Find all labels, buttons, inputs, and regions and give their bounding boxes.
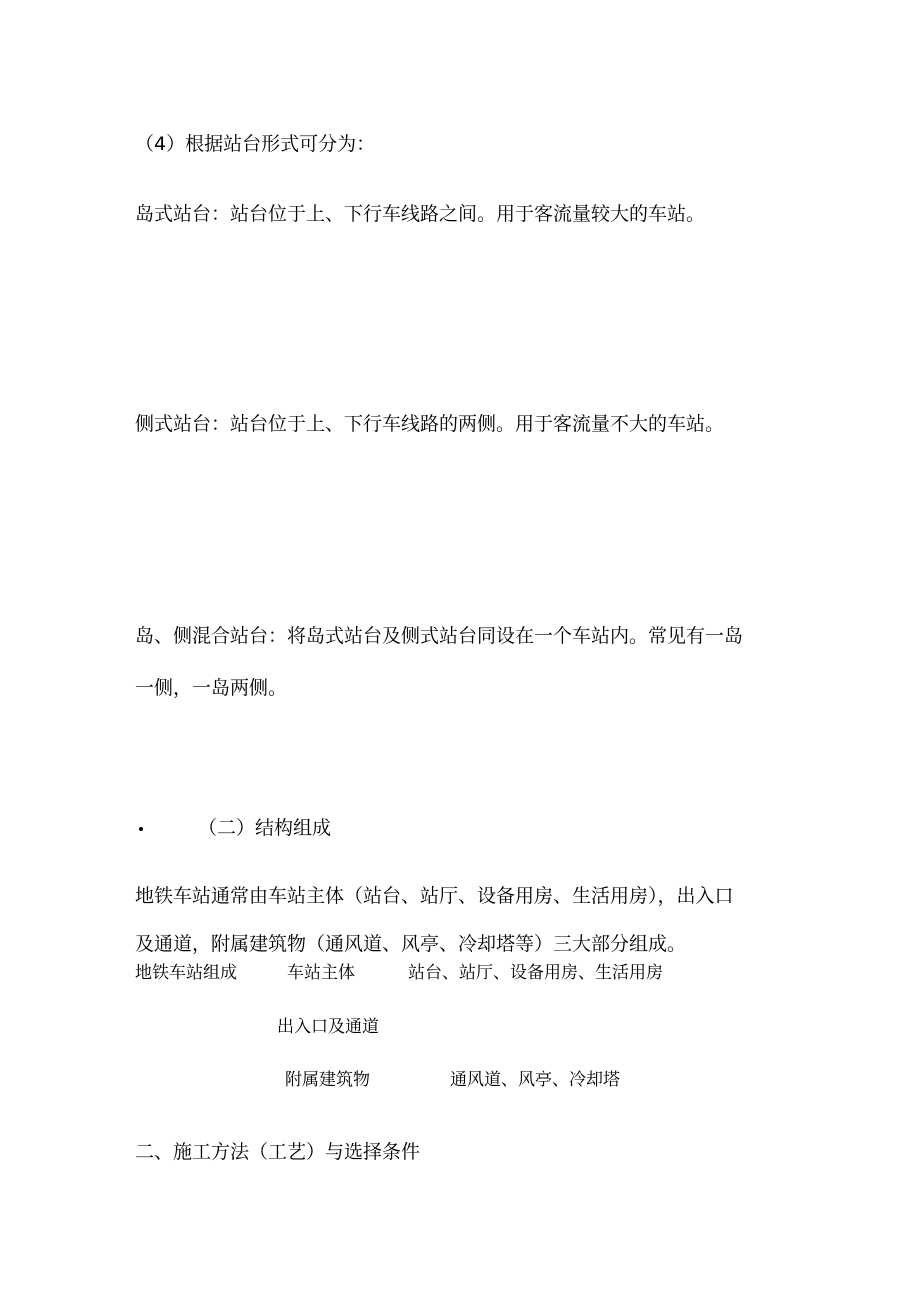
diagram-main-body-label: 车站主体	[287, 963, 355, 983]
island-platform-text: 岛式站台：站台位于上、下行车线路之间。用于客流量较大的车站。	[135, 203, 706, 225]
diagram-root-label: 地铁车站组成	[135, 963, 237, 983]
diagram-ancillary-label: 附属建筑物	[285, 1070, 370, 1090]
diagram-ancillary-parts: 通风道、风亭、冷却塔	[450, 1070, 620, 1090]
structure-paragraph-line1: 地铁车站通常由车站主体（站台、站厅、设备用房、生活用房），出入口	[135, 885, 734, 907]
diagram-main-body-parts: 站台、站厅、设备用房、生活用房	[408, 963, 663, 983]
section4-heading: （4）根据站台形式可分为：	[135, 133, 376, 155]
structure-heading: （二）结构组成	[198, 817, 332, 839]
diagram-entrance-label: 出入口及通道	[277, 1017, 379, 1037]
side-platform-text: 侧式站台：站台位于上、下行车线路的两侧。用于客流量不大的车站。	[135, 413, 725, 435]
bullet-icon	[139, 827, 143, 831]
mixed-platform-text-line1: 岛、侧混合站台：将岛式站台及侧式站台同设在一个车站内。常见有一岛	[135, 625, 744, 647]
mixed-platform-text-line2: 一侧，一岛两侧。	[135, 677, 288, 699]
section2-heading: 二、施工方法（工艺）与选择条件	[135, 1141, 421, 1163]
structure-paragraph-line2: 及通道，附属建筑物（通风道、风亭、冷却塔等）三大部分组成。	[135, 933, 687, 955]
